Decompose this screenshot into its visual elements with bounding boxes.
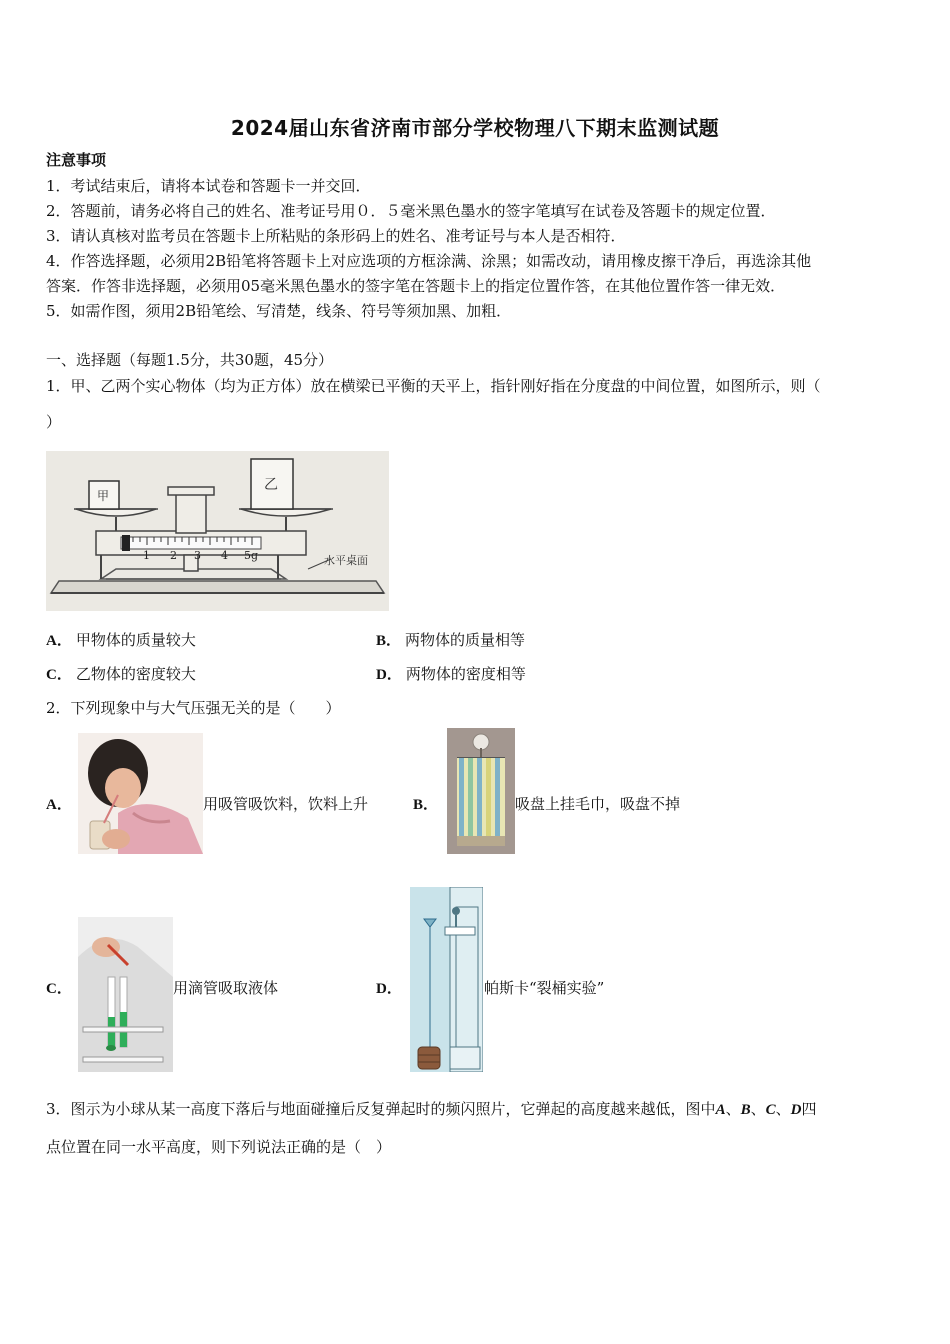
option-text-b: 吸盘上挂毛巾，吸盘不掉	[515, 795, 681, 813]
label-table: 水平桌面	[324, 554, 368, 567]
notice-item: 2．答题前，请务必将自己的姓名、准考证号用０．５毫米黑色墨水的签字笔填写在试卷及答题卡的规定位置．	[46, 202, 776, 220]
pascal-barrel-photo	[410, 887, 483, 1072]
label-yi: 乙	[264, 477, 278, 493]
option-letter-a: A．	[46, 797, 72, 813]
scale-num: 4	[221, 549, 228, 562]
balance-scale-figure	[46, 451, 389, 611]
section-heading: 一、选择题（每题1.5分，共30题，45分）	[46, 351, 334, 369]
option-text-c: 用滴管吸取液体	[173, 979, 279, 997]
scale-num: 1	[143, 549, 150, 562]
option-b: B． 两物体的质量相等	[376, 631, 526, 649]
option-text-a: 用吸管吸饮料，饮料上升	[203, 795, 369, 813]
option-d: D． 两物体的密度相等	[376, 665, 526, 683]
suction-cup-towel-photo	[447, 728, 515, 854]
question-2-stem: 2．下列现象中与大气压强无关的是（ ）	[46, 699, 341, 717]
dropper-photo	[78, 917, 173, 1072]
question-1-stem-end: ）	[46, 413, 62, 431]
notice-item: 答案．作答非选择题，必须用05毫米黑色墨水的签字笔在答题卡上的指定位置作答，在其他位置作答一律无效．	[46, 277, 786, 295]
question-3-stem: 3．图示为小球从某一高度下落后与地面碰撞后反复弹起时的频闪照片，它弹起的高度越来越低，图中A、B、C、D四	[46, 1100, 817, 1118]
label-jia: 甲	[97, 489, 110, 503]
straw-drinking-photo	[78, 733, 203, 854]
scale-num: 2	[170, 549, 177, 562]
option-c: C． 乙物体的密度较大	[46, 665, 196, 683]
question-1-stem: 1．甲、乙两个实心物体（均为正方体）放在横梁已平衡的天平上，指针刚好指在分度盘的中间位置，如图所示，则（	[46, 377, 821, 395]
notice-heading: 注意事项	[46, 151, 107, 169]
scale-num: 5g	[244, 549, 259, 562]
page-title: 2024届山东省济南市部分学校物理八下期末监测试题	[230, 116, 720, 140]
scale-num: 3	[194, 549, 201, 562]
option-letter-c: C．	[46, 981, 72, 997]
option-letter-b: B．	[413, 797, 439, 813]
option-letter-d: D．	[376, 981, 402, 997]
notice-item: 4．作答选择题，必须用2B铅笔将答题卡上对应选项的方框涂满、涂黑；如需改动，请用橡皮擦干净后，再选涂其他	[46, 252, 812, 270]
option-text-d: 帕斯卡“裂桶实验”	[484, 979, 605, 997]
option-a: A． 甲物体的质量较大	[46, 631, 196, 649]
question-3-stem-line2: 点位置在同一水平高度，则下列说法正确的是（ ）	[46, 1138, 392, 1156]
notice-item: 1．考试结束后，请将本试卷和答题卡一并交回．	[46, 177, 371, 195]
notice-item: 3．请认真核对监考员在答题卡上所粘贴的条形码上的姓名、准考证号与本人是否相符．	[46, 227, 626, 245]
notice-item: 5．如需作图，须用2B铅笔绘、写清楚，线条、符号等须加黑、加粗．	[46, 302, 512, 320]
